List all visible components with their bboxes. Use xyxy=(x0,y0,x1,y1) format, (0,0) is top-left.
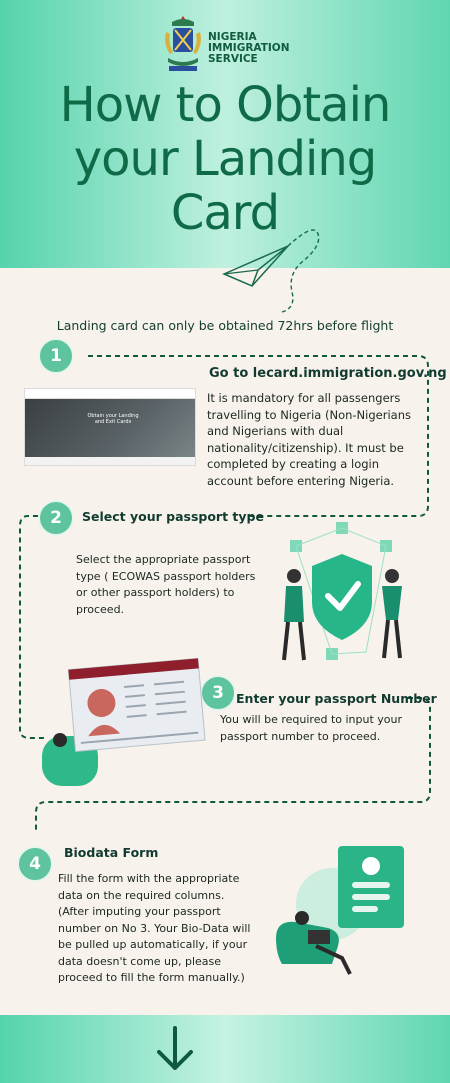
step-1-number: 1 xyxy=(38,338,74,374)
id-card-form-icon xyxy=(272,842,420,982)
step-2-text: Select the appropriate passport type ( ECOWAS passport holders or other passport holders) to proceed. xyxy=(76,553,256,616)
shield-check-icon xyxy=(270,522,420,664)
step-2-number: 2 xyxy=(38,500,74,536)
page-title: How to Obtain your Landing Card xyxy=(59,77,391,241)
screenshot-headline: Obtain your Landing and Exit Cards xyxy=(87,413,139,425)
step-1-heading: Go to lecard.immigration.gov.ng xyxy=(209,366,447,381)
agency-name: NIGERIA IMMIGRATION SERVICE xyxy=(208,31,290,65)
step-4-heading: Biodata Form xyxy=(64,845,159,860)
step-2-heading: Select your passport type xyxy=(82,509,264,524)
step-4-text: Fill the form with the appropriate data on the required columns. (After imputing your passport number on No 3. Your Bio-Data will be pulled up automatically, if your data doesn't come up, please proceed to fill the form manually.) xyxy=(58,872,251,984)
paper-plane-icon xyxy=(222,216,332,320)
step-3-heading: Enter your passport Number xyxy=(236,691,437,706)
step-4-number: 4 xyxy=(17,846,53,882)
screenshot-hero xyxy=(25,399,195,457)
intro-note: Landing card can only be obtained 72hrs before flight xyxy=(56,318,394,333)
step-1-text: It is mandatory for all passengers travelling to Nigeria (Non-Nigerians and Nigerians with dual nationality/citizenship). It must be completed by creating a login account before entering Nigeria. xyxy=(207,391,411,488)
down-arrow-icon xyxy=(155,1026,195,1072)
footer-banner xyxy=(0,1015,450,1083)
step-3-number: 3 xyxy=(200,675,236,711)
website-screenshot xyxy=(24,388,196,466)
nis-crest-logo xyxy=(160,14,206,76)
passport-icon xyxy=(36,658,206,788)
step-3-text: You will be required to input your passport number to proceed. xyxy=(220,713,403,743)
screenshot-navbar xyxy=(25,389,195,399)
